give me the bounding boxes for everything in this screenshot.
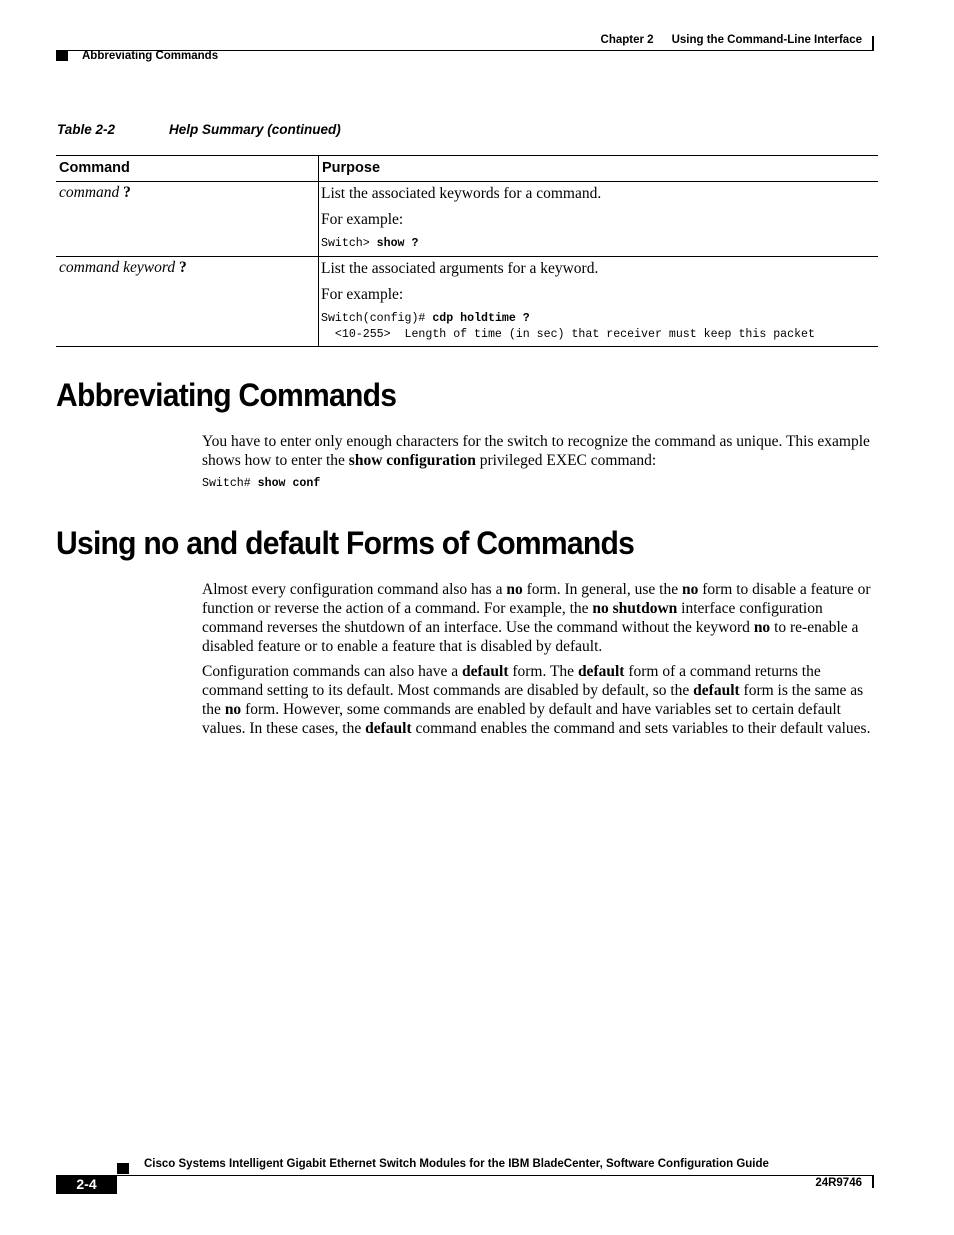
bold-keyword: default: [461, 663, 509, 680]
help-question-mark: ?: [178, 259, 187, 276]
text-run: form. However, some commands are enabled by default and have variables set to certain default values. In these cases, the: [202, 701, 841, 737]
text-run: Almost every configuration command also has a: [202, 581, 507, 598]
abbreviating-paragraph: [202, 432, 878, 470]
text-run: command enables the command and sets variables to their default values.: [411, 720, 871, 737]
chapter-number: Chapter 2: [600, 34, 654, 46]
table-caption: [57, 122, 341, 137]
command-argument: command: [59, 184, 120, 201]
table-header-row: [56, 156, 878, 182]
code-command: cdp holdtime ?: [432, 312, 530, 325]
bold-keyword: default: [693, 682, 740, 699]
bold-keyword: default: [577, 663, 625, 680]
text-run: to re-enable a disabled feature or to enable a feature that is disabled by default.: [202, 619, 859, 655]
purpose-text: List the associated arguments for a keyword.: [321, 260, 599, 277]
header-vertical-bar: [872, 36, 874, 50]
code-command: show ?: [376, 237, 419, 250]
section-heading-abbreviating: Abbreviating Commands: [56, 377, 397, 413]
help-question-mark: ?: [123, 184, 131, 201]
footer-vertical-bar: [872, 1175, 874, 1188]
text-run: form is the same as the: [202, 682, 864, 718]
purpose-text: List the associated keywords for a command.: [321, 185, 602, 202]
code-prompt: Switch>: [321, 237, 370, 250]
text-run: form. In general, use the: [522, 581, 682, 598]
footer-square-marker: [117, 1163, 129, 1174]
bold-keyword: no: [224, 701, 242, 718]
table-title: Help Summary (continued): [169, 122, 341, 137]
section-heading-no-default-forms: Using no and default Forms of Commands: [56, 525, 635, 561]
page-number: 2-4: [56, 1175, 117, 1194]
bold-keyword: no: [681, 581, 699, 598]
bold-keyword: default: [365, 720, 412, 737]
text-run: form. The: [508, 663, 578, 680]
chapter-title: Using the Command-Line Interface: [671, 34, 862, 46]
text-run: interface configuration command reverses the shutdown of an interface. Use the command without the keyword: [202, 600, 823, 636]
bold-keyword: no: [753, 619, 771, 636]
command-cell: [56, 182, 319, 257]
help-summary-table: [56, 155, 878, 347]
command-cell: [56, 257, 319, 347]
table-row: [56, 182, 878, 257]
purpose-cell: [319, 182, 879, 257]
code-prompt: Switch#: [202, 477, 251, 490]
running-header-section: Abbreviating Commands: [82, 50, 219, 62]
text-run: privileged EXEC command:: [475, 452, 657, 469]
command-argument: command keyword: [59, 259, 176, 276]
bold-command: show configuration: [348, 452, 476, 469]
default-form-paragraph: [202, 662, 878, 738]
code-example: [321, 236, 875, 252]
code-prompt: Switch(config)#: [321, 312, 426, 325]
example-label: For example:: [321, 211, 404, 228]
bold-keyword: no shutdown: [592, 600, 678, 617]
example-label: For example:: [321, 286, 404, 303]
running-header-chapter: [601, 34, 862, 46]
footer-rule: [56, 1175, 874, 1176]
text-run: You have to enter only enough characters for the switch to recognize the command as unique. This example shows how to enter the: [202, 433, 870, 469]
column-header-command: Command: [56, 156, 319, 182]
code-example: [321, 311, 875, 343]
header-square-marker: [56, 51, 68, 61]
no-form-paragraph: [202, 580, 878, 656]
code-output: <10-255> Length of time (in sec) that receiver must keep this packet: [321, 328, 815, 341]
table-number: Table 2-2: [57, 122, 116, 137]
text-run: form of a command returns the command setting to its default. Most commands are disabled by default, so the: [202, 663, 821, 699]
abbreviating-code-example: [202, 477, 320, 490]
code-command: show conf: [257, 477, 321, 490]
purpose-cell: [319, 257, 879, 347]
table-row: [56, 257, 878, 347]
document-number: 24R9746: [815, 1177, 862, 1189]
text-run: Configuration commands can also have a: [202, 663, 462, 680]
text-run: form to disable a feature or function or reverse the action of a command. For example, the: [202, 581, 871, 617]
bold-keyword: no: [506, 581, 523, 598]
column-header-purpose: Purpose: [319, 156, 879, 182]
footer-guide-title: Cisco Systems Intelligent Gigabit Ethernet Switch Modules for the IBM BladeCenter, Software Configuration Guide: [144, 1158, 769, 1170]
